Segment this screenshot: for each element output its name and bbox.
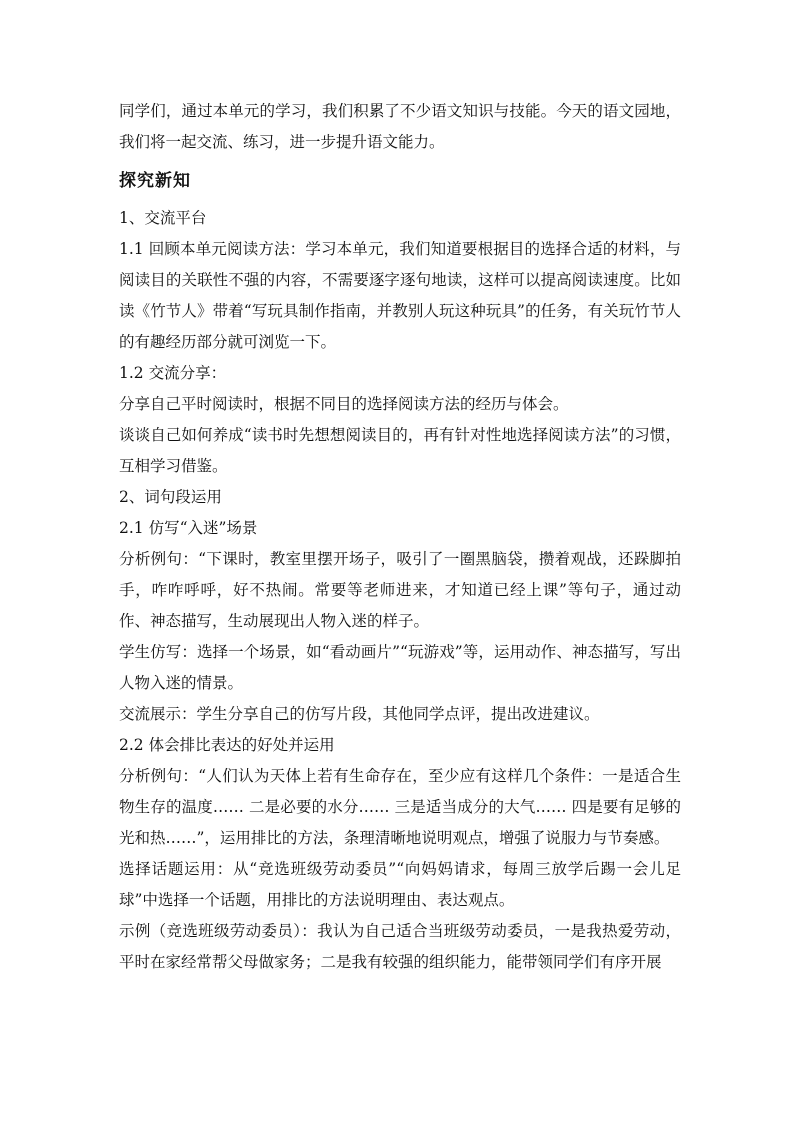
paragraph-review-reading-method: 1.1 回顾本单元阅读方法：学习本单元，我们知道要根据目的选择合适的材料，与阅读目的关联性不强的内容，不需要逐字逐句地读，这样可以提高阅读速度。比如读《竹节人》带着“写玩具制作指南，并教别人玩这种玩具”的任务，有关玩竹节人的有趣经历部分就可浏览一下。 [119,240,681,351]
paragraph-share-experience: 分享自己平时阅读时，根据不同目的选择阅读方法的经历与体会。 [119,395,569,413]
section-heading: 探究新知 [119,171,191,191]
heading-communication-platform: 1、交流平台 [119,209,207,227]
subheading-exchange-share: 1.2 交流分享： [119,364,227,382]
subheading-imitate-scene: 2.1 仿写“入迷”场景 [119,519,258,537]
intro-paragraph: 同学们，通过本单元的学习，我们积累了不少语文知识与技能。今天的语文园地，我们将一起交流、练习，进一步提升语文能力。 [119,102,681,151]
subheading-parallelism: 2.2 体会排比表达的好处并运用 [119,736,335,754]
paragraph-choose-topic: 选择话题运用：从“竞选班级劳动委员”“向妈妈请求，每周三放学后踢一会儿足球”中选择一个话题，用排比的方法说明理由、表达观点。 [119,860,681,909]
heading-word-sentence-use: 2、词句段运用 [119,488,222,506]
document-page [119,96,681,978]
paragraph-student-imitation: 学生仿写：选择一个场景，如“看动画片”“玩游戏”等，运用动作、神态描写，写出人物入迷的情景。 [119,643,681,692]
paragraph-exchange-display: 交流展示：学生分享自己的仿写片段，其他同学点评，提出改进建议。 [119,705,600,723]
paragraph-analyze-example-1: 分析例句：“下课时，教室里摆开场子，吸引了一圈黑脑袋，攒着观战，还跺脚拍手，咋咋呼呼，好不热闹。常要等老师进来，才知道已经上课”等句子，通过动作、神态描写，生动展现出人物入迷的样子。 [119,550,681,630]
paragraph-analyze-example-2: 分析例句：“人们认为天体上若有生命存在，至少应有这样几个条件：一是适合生物生存的温度…… 二是必要的水分…… 三是适当成分的大气…… 四是要有足够的光和热……”，运用排比的方法，条理清晰地说明观点，增强了说服力与节奏感。 [119,767,681,847]
paragraph-reading-habit: 谈谈自己如何养成“读书时先想想阅读目的，再有针对性地选择阅读方法”的习惯，互相学习借鉴。 [119,426,681,475]
paragraph-example-campaign: 示例（竞选班级劳动委员）：我认为自己适合当班级劳动委员，一是我热爱劳动，平时在家经常帮父母做家务；二是我有较强的组织能力，能带领同学们有序开展 [119,922,681,971]
